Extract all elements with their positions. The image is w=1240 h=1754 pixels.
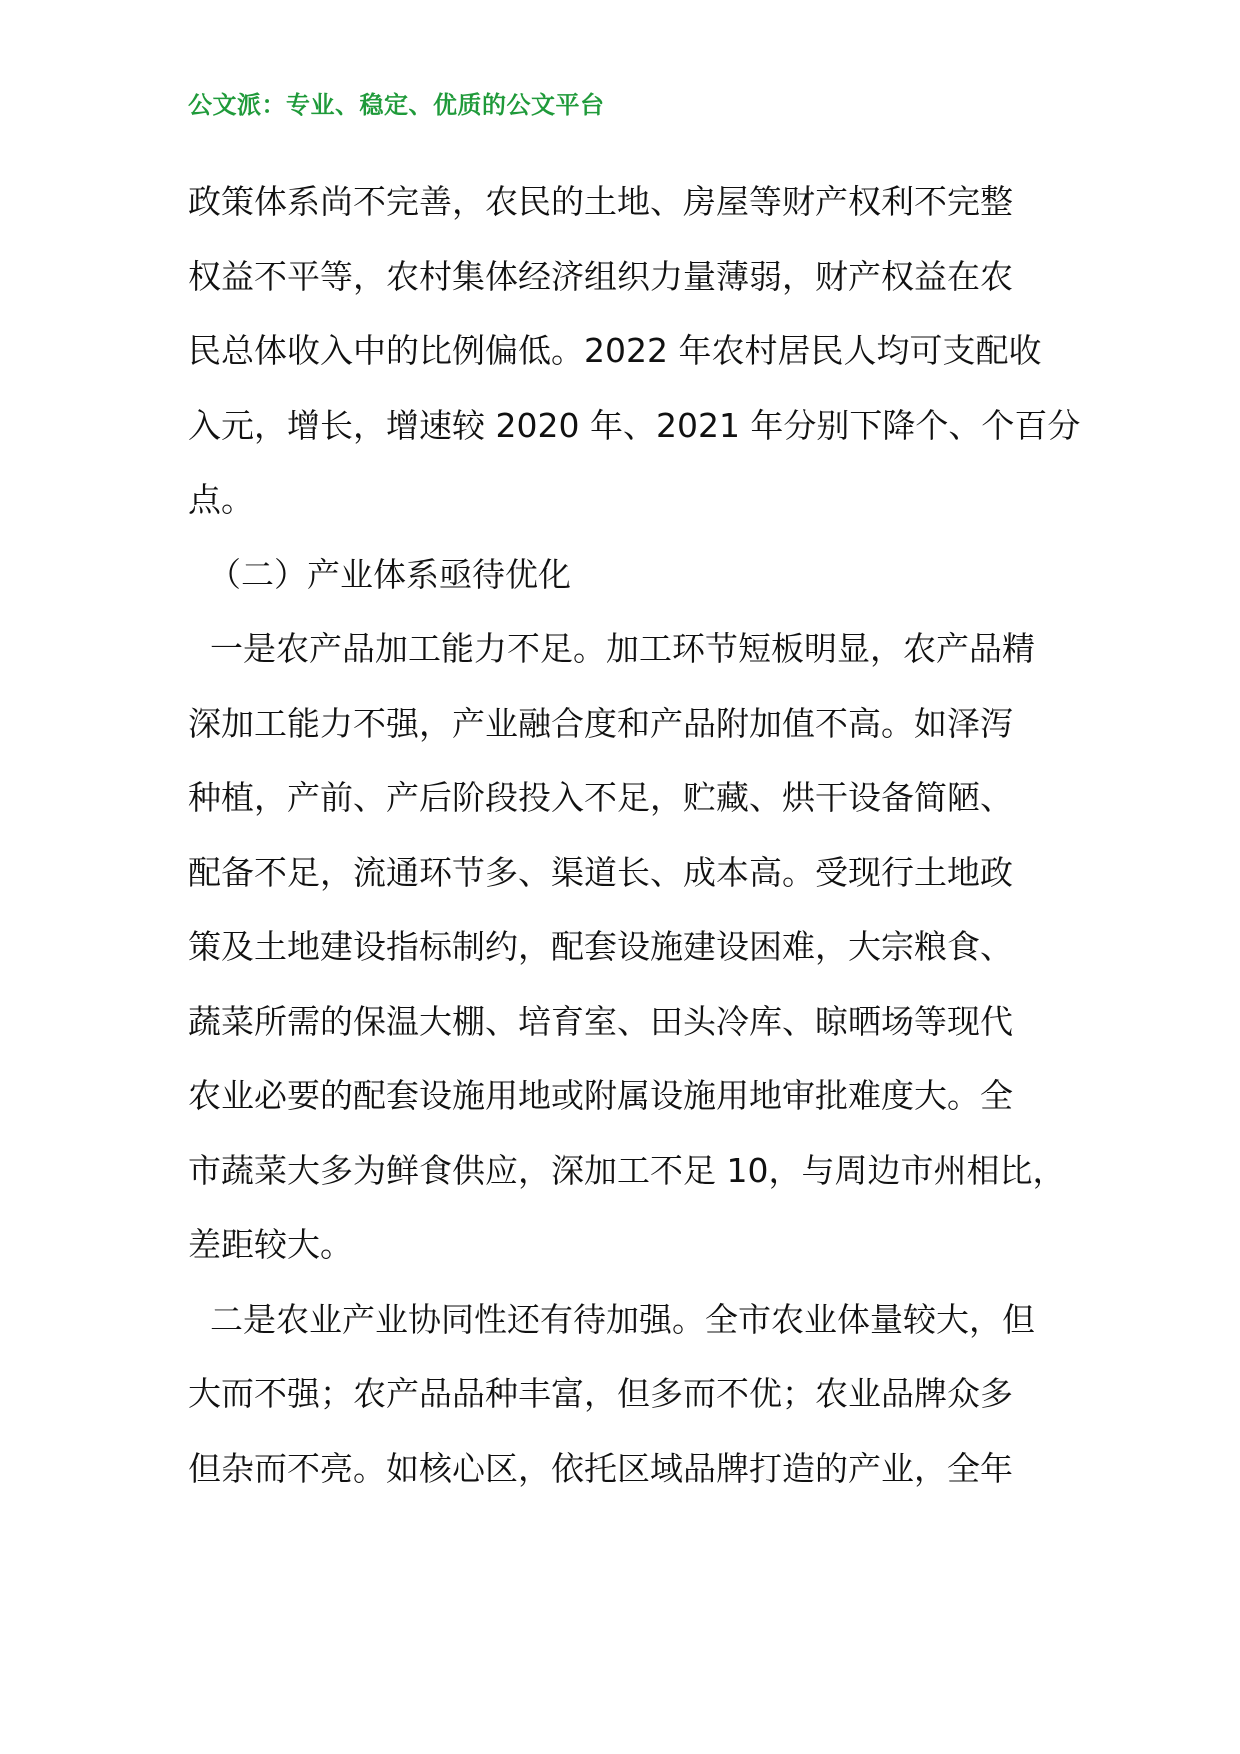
text-line: 市蔬菜大多为鲜食供应，深加工不足 10，与周边市州相比，	[188, 1150, 1066, 1190]
text-line: 大而不强；农产品品种丰富，但多而不优；农业品牌众多	[188, 1374, 1013, 1413]
text-line: 差距较大。	[188, 1225, 353, 1264]
text-line: 策及土地建设指标制约，配套设施建设困难，大宗粮食、	[188, 927, 1013, 966]
text-line: 一是农产品加工能力不足。加工环节短板明显，农产品精	[210, 629, 1035, 668]
document-body	[188, 165, 1088, 1506]
section-heading: （二）产业体系亟待优化	[208, 554, 571, 594]
text-line: 配备不足，流通环节多、渠道长、成本高。受现行土地政	[188, 852, 1013, 892]
paragraph-3	[188, 1283, 1088, 1507]
text-line: 民总体收入中的比例偏低。2022 年农村居民人均可支配收	[188, 331, 1042, 370]
text-line: 点。	[188, 480, 254, 519]
text-line: 蔬菜所需的保温大棚、培育室、田头冷库、晾晒场等现代	[188, 1001, 1013, 1041]
text-line: 但杂而不亮。如核心区，依托区域品牌打造的产业，全年	[188, 1448, 1013, 1488]
paragraph-1	[188, 165, 1088, 538]
paragraph-2	[188, 612, 1088, 1283]
text-line: 政策体系尚不完善，农民的土地、房屋等财产权利不完整	[188, 182, 1013, 221]
text-line: 种植，产前、产后阶段投入不足，贮藏、烘干设备简陋、	[188, 778, 1013, 817]
text-line: 入元，增长，增速较 2020 年、2021 年分别下降个、个百分	[188, 405, 1081, 445]
text-line: 二是农业产业协同性还有待加强。全市农业体量较大，但	[210, 1299, 1035, 1339]
text-line: 农业必要的配套设施用地或附属设施用地审批难度大。全	[188, 1076, 1013, 1115]
text-line: 深加工能力不强，产业融合度和产品附加值不高。如泽泻	[188, 703, 1013, 743]
platform-header: 公文派：专业、稳定、优质的公文平台	[188, 91, 605, 119]
text-line: 权益不平等，农村集体经济组织力量薄弱，财产权益在农	[188, 256, 1013, 296]
